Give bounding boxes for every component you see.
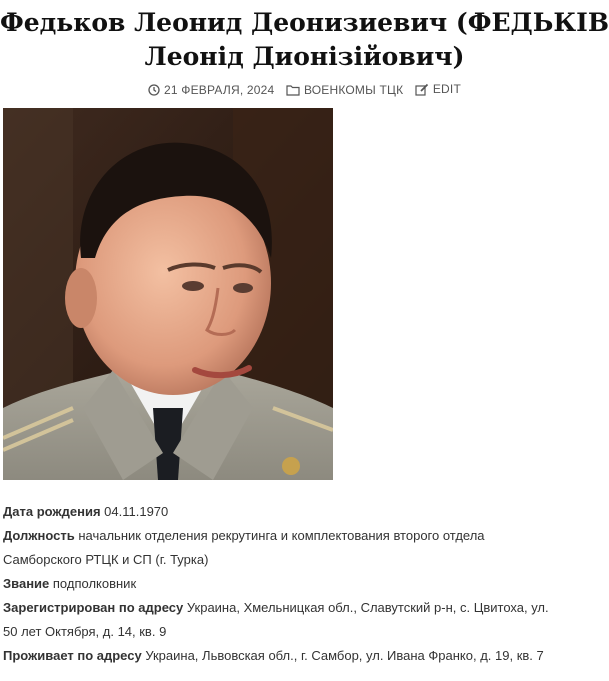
info-position [3,524,603,572]
person-photo [3,108,333,480]
registered-label: Зарегистрирован по адресу [3,600,184,615]
registered-value-cont: 50 лет Октября, д. 14, кв. 9 [3,624,167,639]
registered-value: Украина, Хмельницкая обл., Славутский р-н, с. Цвитоха, ул. [183,600,549,615]
clock-icon [148,84,160,96]
post-title-line1: Федьков Леонид Деонизиевич (ФЕДЬКІВ [0,8,609,37]
post-category-link[interactable] [286,83,403,97]
post-category: ВОЕНКОМЫ ТЦК [303,82,404,97]
post-edit-label: EDIT [432,82,461,96]
info-registered [3,596,603,644]
info-birth [3,500,603,524]
lives-value: Украина, Львовская обл., г. Самбор, ул. Ивана Франко, д. 19, кв. 7 [141,648,544,663]
folder-icon [286,84,300,96]
birth-value: 04.11.1970 [100,504,169,519]
position-label: Должность [3,528,75,543]
post-title-line2: Леонід Дионізійович) [144,42,465,71]
person-info [3,500,603,668]
birth-label: Дата рождения [3,504,101,519]
rank-label: Звание [3,576,50,591]
lives-label: Проживает по адресу [3,648,142,663]
post-meta [0,82,609,99]
position-value-cont: Самборского РТЦК и СП (г. Турка) [3,552,209,567]
post-title [0,6,609,74]
position-value: начальник отделения рекрутинга и комплектования второго отдела [74,528,485,543]
info-lives [3,644,603,668]
info-rank [3,572,603,596]
post-edit-link[interactable] [415,82,461,96]
post-date-link[interactable] [148,83,274,97]
post-date: 21 ФЕВРАЛЯ, 2024 [164,82,275,97]
rank-value: подполковник [49,576,137,591]
edit-icon [415,83,429,96]
